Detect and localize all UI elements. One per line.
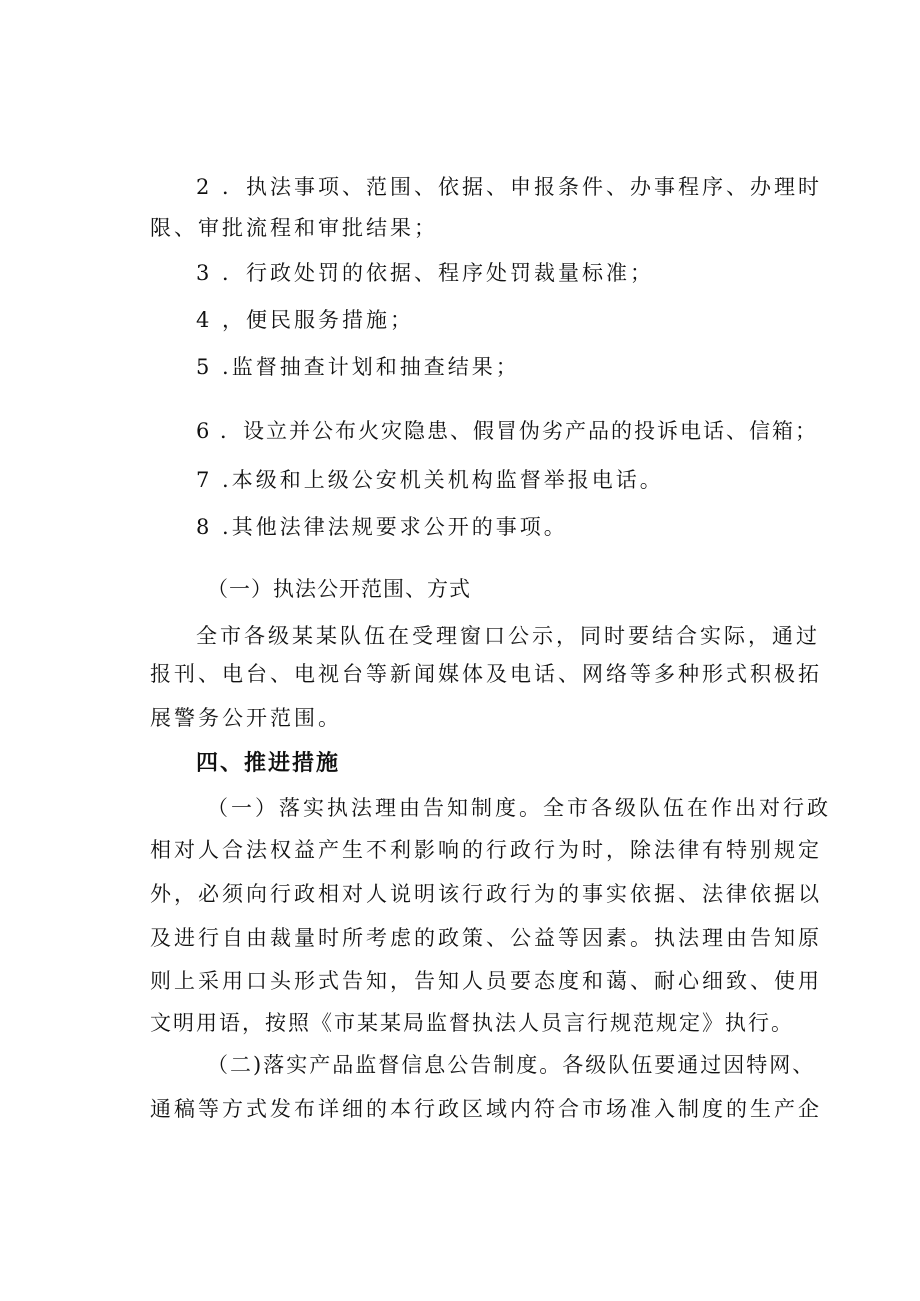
subsection-title: （一）执法公开范围、方式 (207, 577, 471, 601)
list-item-2-line-1: 2 ．执法事项、范围、依据、申报条件、办事程序、办理时 (196, 175, 823, 199)
para1-line-4: 及进行自由裁量时所考虑的政策、公益等因素。执法理由告知原 (150, 926, 822, 950)
list-item-2-line-2: 限、审批流程和审批结果； (150, 216, 438, 240)
para2-line-2: 通稿等方式发布详细的本行政区域内符合市场准入制度的生产企 (150, 1097, 822, 1121)
para1-line-5: 则上采用口头形式告知，告知人员要态度和蔼、耐心细致、使用 (150, 969, 822, 993)
para1-line-3: 外，必须向行政相对人说明该行政行为的事实依据、法律依据以 (150, 882, 822, 906)
subsection-para-line-3: 展警务公开范围。 (150, 706, 342, 730)
list-item-8: 8 .其他法律法规要求公开的事项。 (196, 515, 568, 539)
para1-line-1: （一）落实执法理由告知制度。全市各级队伍在作出对行政 (207, 796, 831, 820)
subsection-para-line-1: 全市各级某某队伍在受理窗口公示，同时要结合实际，通过 (196, 624, 820, 648)
list-item-4: 4 ，便民服务措施； (196, 308, 415, 332)
section-heading: 四、推进措施 (196, 751, 341, 776)
para1-line-2: 相对人合法权益产生不利影响的行政行为时，除法律有特别规定 (150, 838, 822, 862)
para2-line-1: （二)落实产品监督信息公告制度。各级队伍要通过因特网、 (207, 1053, 816, 1077)
list-item-5: 5 .监督抽查计划和抽查结果； (196, 355, 520, 379)
list-item-7: 7 .本级和上级公安机关机构监督举报电话。 (196, 468, 664, 492)
para1-line-6: 文明用语，按照《市某某局监督执法人员言行规范规定》执行。 (150, 1011, 794, 1035)
list-item-3: 3 ．行政处罚的依据、程序处罚裁量标准； (196, 261, 655, 285)
list-item-6: 6 ．设立并公布火灾隐患、假冒伪劣产品的投诉电话、信箱； (196, 419, 819, 443)
subsection-para-line-2: 报刊、电台、电视台等新闻媒体及电话、网络等多种形式积极拓 (150, 662, 822, 686)
